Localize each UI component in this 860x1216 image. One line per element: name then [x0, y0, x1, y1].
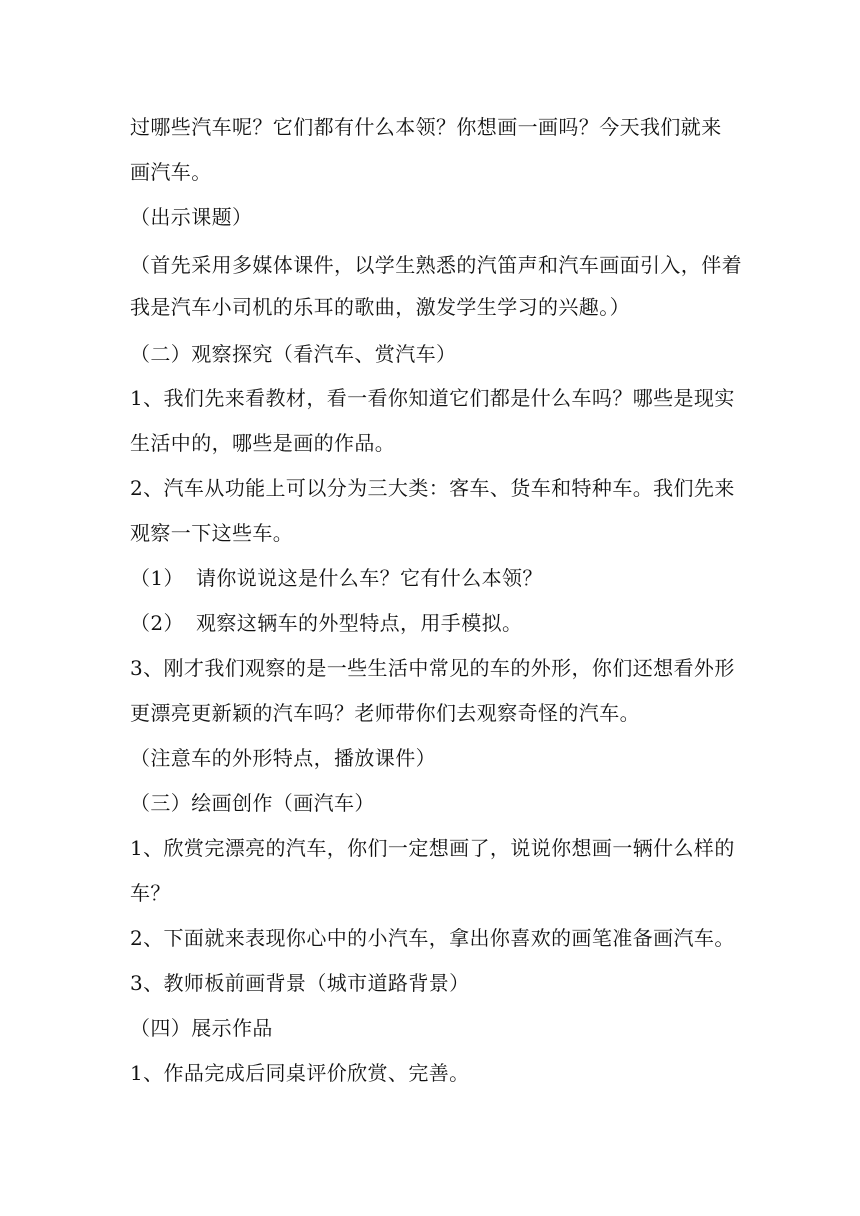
numbered-item [130, 608, 740, 638]
text-line: 生活中的，哪些是画的作品。 [130, 431, 396, 455]
item-text: 请你说说这是什么车？它有什么本领？ [196, 566, 543, 590]
item-text: 观察这辆车的外型特点，用手模拟。 [196, 611, 523, 635]
text-line: 更漂亮更新颖的汽车吗？老师带你们去观察奇怪的汽车。 [130, 701, 640, 725]
text-line: 我是汽车小司机的乐耳的歌曲，激发学生学习的兴趣。） [130, 295, 630, 319]
text-line: 画汽车。 [130, 160, 212, 184]
text-line: 过哪些汽车呢？它们都有什么本领？你想画一画吗？今天我们就来 [130, 115, 722, 139]
text-line: 2、汽车从功能上可以分为三大类：客车、货车和特种车。我们先来 [130, 476, 735, 500]
text-line: （注意车的外形特点，播放课件） [130, 746, 436, 770]
text-line: 车？ [130, 881, 171, 905]
section-heading: （四）展示作品 [130, 1016, 273, 1040]
section-heading: （三）绘画创作（画汽车） [130, 791, 375, 815]
text-line: 1、作品完成后同桌评价欣赏、完善。 [130, 1061, 470, 1085]
text-line: 1、欣赏完漂亮的汽车，你们一定想画了，说说你想画一辆什么样的 [130, 836, 735, 860]
numbered-item [130, 563, 740, 593]
text-line: 3、刚才我们观察的是一些生活中常见的车的外形，你们还想看外形 [130, 656, 735, 680]
text-line: 2、下面就来表现你心中的小汽车，拿出你喜欢的画笔准备画汽车。 [130, 926, 735, 950]
text-line: （出示课题） [130, 205, 253, 229]
text-line: 1、我们先来看教材，看一看你知道它们都是什么车吗？哪些是现实 [130, 386, 735, 410]
text-line: （首先采用多媒体课件，以学生熟悉的汽笛声和汽车画面引入，伴着 [130, 253, 742, 277]
item-number: （1） [130, 566, 184, 590]
section-heading: （二）观察探究（看汽车、赏汽车） [130, 342, 457, 366]
text-line: 3、教师板前画背景（城市道路背景） [130, 971, 470, 995]
text-line: 观察一下这些车。 [130, 521, 294, 545]
item-number: （2） [130, 611, 184, 635]
